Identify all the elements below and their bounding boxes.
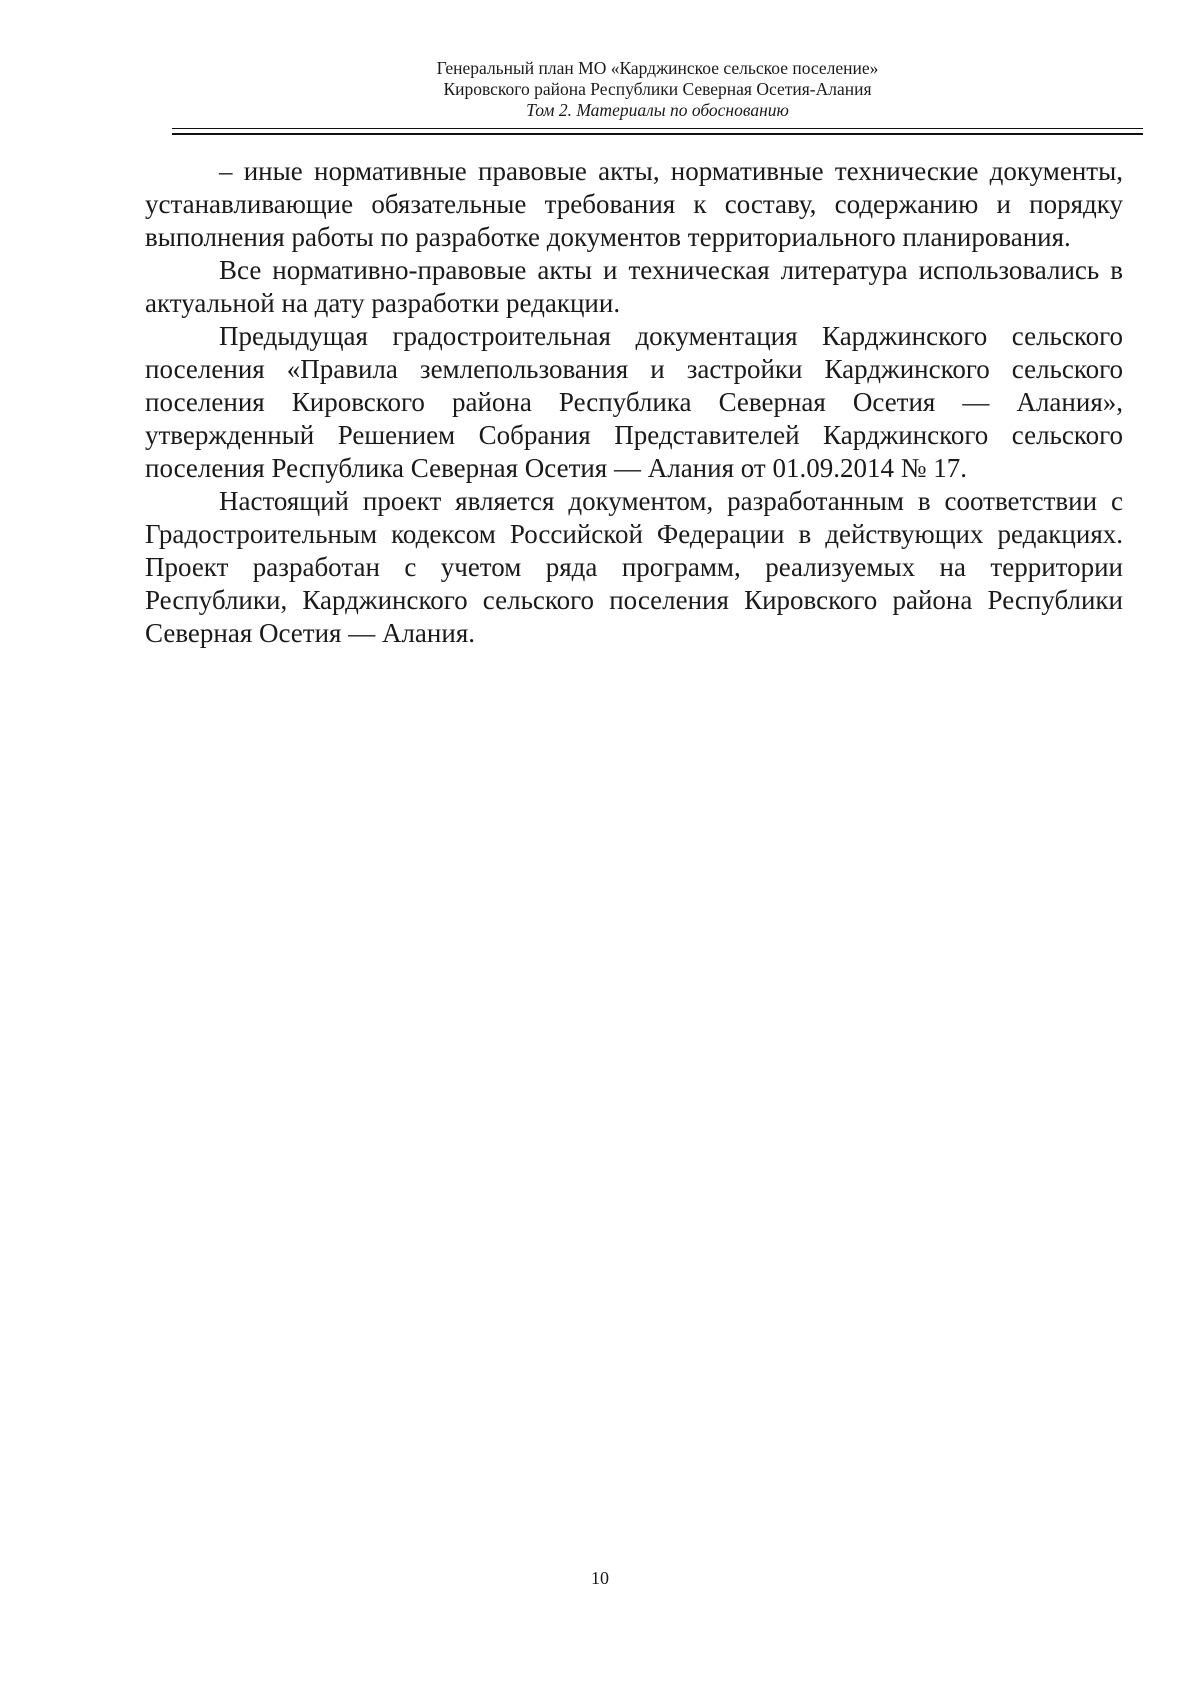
page-header <box>172 58 1143 121</box>
header-title-line: Генеральный план МО «Карджинское сельское поселение» <box>436 58 879 78</box>
paragraph-current-project: Настоящий проект является документом, разработанным в соответствии с Градостроительным кодексом Российской Федерации в действующих редакциях. Проект разработан с учетом ряда программ, реализуемых на территории Республики, Карджинского сельского поселения Кировского района Республики Северная Осетия — Алания. <box>145 486 1123 648</box>
header-divider <box>172 128 1143 135</box>
paragraph-previous-documentation: Предыдущая градостроительная документация Карджинского сельского поселения «Правила землепользования и застройки Карджинского сельского поселения Кировского района Республика Северная Осетия — Алания», утвержденный Решением Собрания Представителей Карджинского сельского поселения Республика Северная Осетия — Алания от 01.09.2014 № 17. <box>145 321 1123 483</box>
header-region-line: Кировского района Республики Северная Осетия-Алания <box>443 79 872 99</box>
document-body <box>145 155 1123 650</box>
page-number: 10 <box>591 1568 609 1588</box>
header-volume-line: Том 2. Материалы по обоснованию <box>526 100 789 120</box>
paragraph-legal-acts: Все нормативно-правовые акты и техническая литература использовались в актуальной на дату разработки редакции. <box>145 255 1123 318</box>
paragraph-normative-acts: – иные нормативные правовые акты, нормативные технические документы, устанавливающие обязательные требования к составу, содержанию и порядку выполнения работы по разработке документов территориального планирования. <box>145 156 1123 252</box>
